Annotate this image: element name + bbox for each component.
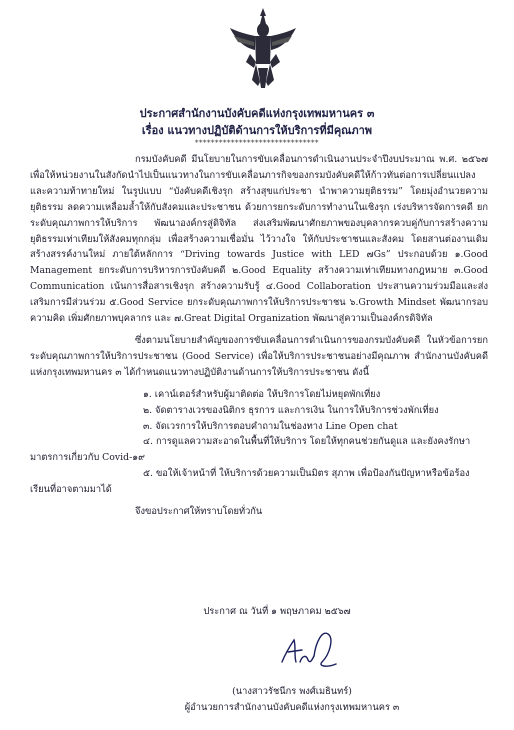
guideline-item-1: ๑. เคาน์เตอร์สำหรับผู้มาติดต่อ ให้บริการโดยไม่หยุดพักเที่ยง — [143, 388, 381, 400]
guideline-item-3: ๓. จัดเวรการให้บริการตอบคำถามในช่องทาง Line Open chat — [143, 420, 398, 432]
service-paragraph: ซึ่งตามนโยบายสำคัญของการขับเคลื่อนการดำเนินการของกรมบังคับคดี ในหัวข้อการยกระดับคุณภาพการให้บริการประชาชน (Good Service) เพื่อให้บริการประชาชนอย่างมีคุณภาพ สำนักงานบังคับคดีแห่งกรุงเทพมหานคร ๓ ได้กำหนดแนวทางปฏิบัติงานด้านการให้บริการประชาชน ดังนี้ — [30, 334, 488, 378]
signer-name: (นางสาวรัชนีกร พงศ์เมธินทร์) — [232, 686, 352, 697]
signature-icon — [272, 622, 342, 680]
garuda-emblem-icon — [228, 6, 298, 90]
policy-paragraph: กรมบังคับคดี มีนโยบายในการขับเคลื่อนการดำเนินงานประจำปีงบประมาณ พ.ศ. ๒๕๖๗ เพื่อให้หน่วยงานในสังกัดนำไปเป็นแนวทางในการขับเคลื่อนภารกิจของกรมบังคับคดีให้ก้าวทันต่อการเปลี่ยนแปลงและความท้าทายใหม่ ในรูปแบบ “บังคับคดีเชิงรุก สร้างสุขแก่ประชา นำพาความยุติธรรม” โดยมุ่งอำนวยความยุติธรรม ลดความเหลื่อมล้ำให้กับสังคมและประชาชน ด้วยการยกระดับการทำงานในเชิงรุก เร่งบริหารจัดการคดี ยกระดับคุณภาพการให้บริการ พัฒนาองค์กรสู่ดิจิทัล ส่งเสริมพัฒนาศักยภาพของบุคลากรควบคู่กับการสร้างความยุติธรรมเท่าเทียมให้สังคมทุกกลุ่ม เพื่อสร้างความเชื่อมั่น ไว้วางใจ ให้กับประชาชนและสังคม โดยสานต่องานเดิม สร้างสรรค์งานใหม่ ภายใต้หลักการ “Driving towards Justice with LED ๗Gs” ประกอบด้วย ๑.Good Management ยกระดับการบริหารการบังคับคดี ๒.Good Equality สร้างความเท่าเทียมทางกฎหมาย ๓.Good Communication เน้นการสื่อสารเชิงรุก สร้างความรับรู้ ๔.Good Collaboration ประสานความร่วมมือและส่งเสริมการมีส่วนร่วม ๕.Good Service ยกระดับคุณภาพการให้บริการประชาชน ๖.Growth Mindset พัฒนากรอบความคิด เพิ่มศักยภาพบุคลากร และ ๗.Great Digital Organization พัฒนาสู่ความเป็นองค์กรดิจิทัล — [30, 154, 488, 325]
announcement-title: ประกาศสำนักงานบังคับคดีแห่งกรุงเทพมหานคร ๓ — [139, 107, 375, 120]
closing-line: จึงขอประกาศให้ทราบโดยทั่วกัน — [135, 506, 263, 518]
announcement-date: ประกาศ ณ วันที่ ๑ พฤษภาคม ๒๕๖๗ — [203, 606, 351, 617]
announcement-body — [30, 152, 488, 520]
signer-position: ผู้อำนวยการสำนักงานบังคับคดีแห่งกรุงเทพมหานคร ๓ — [184, 702, 400, 713]
announcement-subject: เรื่อง แนวทางปฏิบัติด้านการให้บริการที่มีคุณภาพ — [141, 124, 373, 137]
guideline-list — [30, 387, 488, 498]
title-divider: ******************************* — [195, 139, 319, 147]
guideline-item-2: ๒. จัดตารางเวรของนิติกร ธุรการ และการเงิน ในการให้บริการช่วงพักเที่ยง — [143, 404, 439, 416]
guideline-item-4: ๔. การดูแลความสะอาดในพื้นที่ให้บริการ โดยให้ทุกคนช่วยกันดูแล และยังคงรักษามาตรการเกี่ยวกับ Covid-๑๙ — [30, 436, 471, 464]
guideline-item-5: ๕. ขอให้เจ้าหน้าที่ ให้บริการด้วยความเป็นมิตร สุภาพ เพื่อป้องกันปัญหาหรือข้อร้องเรียนที่อาจตามมาได้ — [30, 468, 470, 496]
